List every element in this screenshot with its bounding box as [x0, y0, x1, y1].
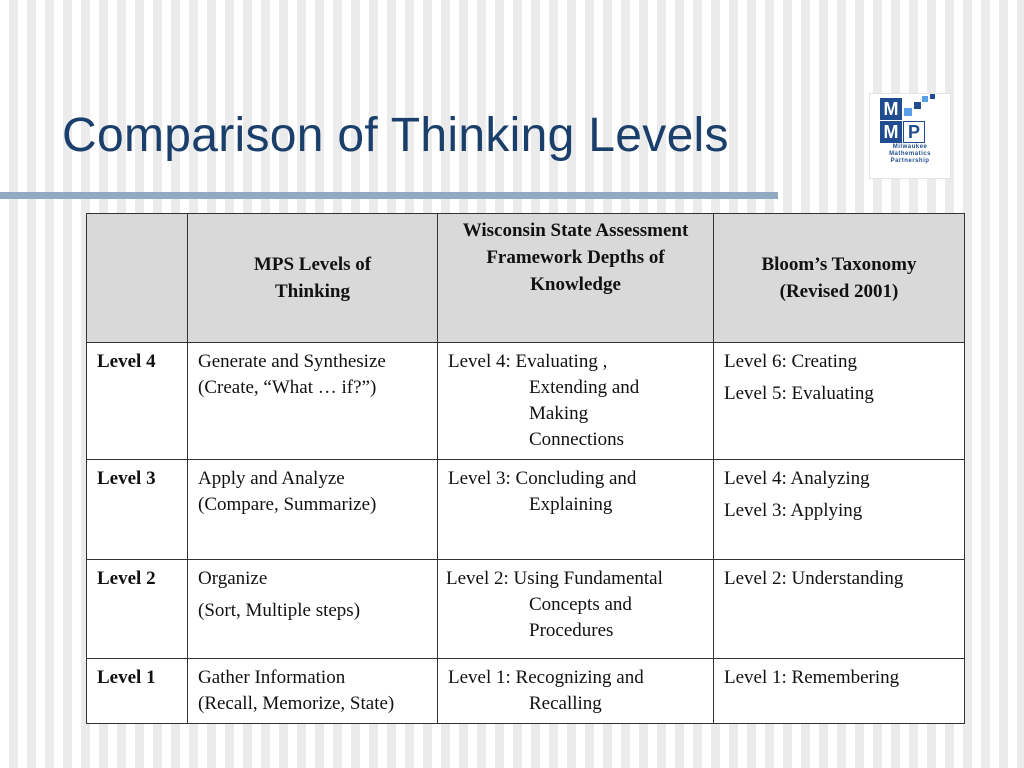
- table-row: [87, 560, 965, 659]
- level-cell: Level 2: [87, 560, 188, 659]
- logo-letter-m2: M: [880, 121, 902, 143]
- header-mps: MPS Levels of Thinking: [188, 214, 438, 343]
- level-cell: Level 4: [87, 343, 188, 460]
- wisconsin-cell: Level 1: Recognizing and Recalling: [438, 659, 714, 724]
- bloom-cell: Level 1: Remembering: [714, 659, 965, 724]
- mps-cell: Gather Information (Recall, Memorize, State): [188, 659, 438, 724]
- mps-cell: Apply and Analyze (Compare, Summarize): [188, 460, 438, 560]
- wisconsin-cell: Level 4: Evaluating , Extending and Making Connections: [438, 343, 714, 460]
- bloom-cell: Level 6: Creating Level 5: Evaluating: [714, 343, 965, 460]
- wisconsin-cell: Level 2: Using Fundamental Concepts and Procedures: [438, 560, 714, 659]
- slide-title: Comparison of Thinking Levels: [62, 109, 729, 162]
- title-divider: [0, 192, 778, 199]
- logo-square-icon: [922, 96, 928, 102]
- mmp-logo: [870, 94, 950, 178]
- level-cell: Level 1: [87, 659, 188, 724]
- mps-cell: Generate and Synthesize (Create, “What … if?”): [188, 343, 438, 460]
- table-row: [87, 343, 965, 460]
- logo-text: Milwaukee Mathematics Partnership: [889, 144, 931, 164]
- table-row: [87, 460, 965, 560]
- header-bloom: Bloom’s Taxonomy (Revised 2001): [714, 214, 965, 343]
- logo-square-icon: [904, 108, 912, 116]
- level-cell: Level 3: [87, 460, 188, 560]
- mps-cell: Organize (Sort, Multiple steps): [188, 560, 438, 659]
- header-wisconsin: Wisconsin State Assessment Framework Depths of Knowledge: [438, 214, 714, 343]
- logo-square-icon: [930, 94, 935, 99]
- comparison-table: [86, 213, 965, 724]
- bloom-cell: Level 4: Analyzing Level 3: Applying: [714, 460, 965, 560]
- bloom-cell: Level 2: Understanding: [714, 560, 965, 659]
- logo-letter-m1: M: [880, 98, 902, 120]
- logo-letter-p: P: [903, 121, 925, 143]
- table-header-row: [87, 214, 965, 343]
- logo-square-icon: [914, 102, 921, 109]
- table-row: [87, 659, 965, 724]
- wisconsin-cell: Level 3: Concluding and Explaining: [438, 460, 714, 560]
- header-blank: [87, 214, 188, 343]
